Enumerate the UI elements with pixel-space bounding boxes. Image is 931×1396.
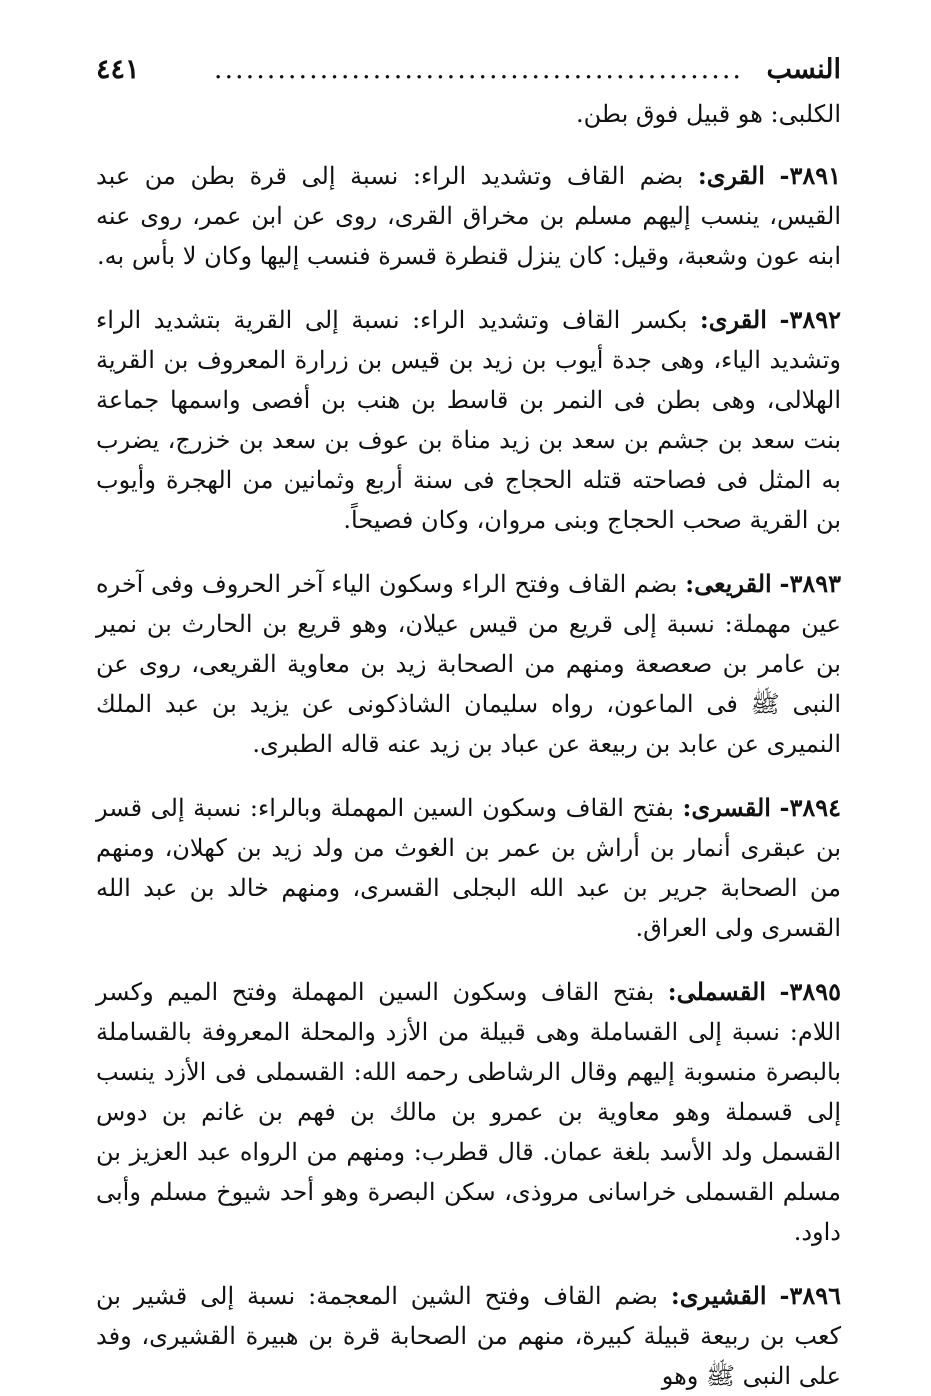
page-number: ٤٤١	[96, 54, 140, 85]
entry-headword: القشيرى:	[670, 1281, 767, 1310]
running-header-section-title: النسب	[766, 54, 841, 85]
entry-text: بضم القاف وفتح الراء وسكون الياء آخر الحروف وفى آخره عين مهملة: نسبة إلى قريع من قيس عيلان، وهو قريع بن الحارث بن نمير بن عامر بن صعصعة ومنهم من الصحابة زيد بن معاوية القريعى، روى عن النبى ﷺ فى الماعون، رواه سليمان الشاذكونى عن يزيد بن عبد الملك النميرى عن عابد بن ربيعة عن عباد بن زيد عنه قاله الطبرى.	[96, 570, 841, 758]
entry-3892	[96, 300, 841, 540]
entry-3896	[96, 1276, 841, 1396]
entry-headword: القريعى:	[685, 569, 772, 598]
entry-text: بفتح القاف وسكون السين المهملة وبالراء: نسبة إلى قسر بن عبقرى أنمار بن أراش بن عمر بن الغوث من ولد زيد بن كهلان، ومنهم من الصحابة جرير بن عبد الله البجلى القسرى، ومنهم خالد بن عبد الله القسرى ولى العراق.	[96, 794, 841, 942]
entry-number: ٣٨٩٢-	[779, 305, 841, 334]
entry-text: بضم القاف وفتح الشين المعجمة: نسبة إلى قشير بن كعب بن ربيعة قبيلة كبيرة، منهم من الصحابة قرة بن هبيرة القشيرى، وفد على النبى ﷺ وهو	[96, 1282, 841, 1390]
entry-headword: القسرى:	[682, 793, 771, 822]
entry-3891	[96, 156, 841, 276]
entry-text: بكسر القاف وتشديد الراء: نسبة إلى القرية بتشديد الراء وتشديد الياء، وهى جدة أيوب بن زيد بن قيس بن زرارة المعروف بن القرية الهلالى، وهى بطن فى النمر بن قاسط بن هنب بن أفصى واسمها جماعة بنت سعد بن جشم بن سعد بن زيد مناة بن عوف بن سعد بن خزرج، يضرب به المثل فى فصاحته قتله الحجاج فى سنة أربع وثمانين من الهجرة وأيوب بن القرية صحب الحجاج وبنى مروان، وكان فصيحاً.	[96, 306, 841, 534]
entry-3894	[96, 788, 841, 948]
entry-3895	[96, 972, 841, 1252]
entry-headword: القرى:	[699, 305, 767, 334]
document-page	[96, 50, 841, 1390]
entry-text: بفتح القاف وسكون السين المهملة وفتح الميم وكسر اللام: نسبة إلى القساملة وهى قبيلة من الأزد والمحلة المعروفة بالقساملة بالبصرة منسوبة إليهم وقال الرشاطى رحمه الله: القسملى فى الأزد ينسب إلى قسملة وهو معاوية بن عمرو بن مالك بن فهم بن غانم بن دوس القسمل ولد الأسد بلغة عمان. قال قطرب: ومنهم من الرواه عبد العزيز بن مسلم القسملى خراسانى مروذى، سكن البصرة وهو أحد شيوخ مسلم وأبى داود.	[96, 978, 841, 1246]
entry-text: بضم القاف وتشديد الراء: نسبة إلى قرة بطن من عبد القيس، ينسب إليهم مسلم بن مخراق القرى، روى عن ابن عمر، روى عنه ابنه عون وشعبة، وقيل: كان ينزل قنطرة قسرة فنسب إليها وكان لا بأس به.	[96, 162, 841, 270]
entry-number: ٣٨٩٦-	[779, 1281, 841, 1310]
entry-3893	[96, 564, 841, 764]
running-header-leader-dots: ..................................................	[213, 54, 743, 85]
entry-headword: القسملى:	[667, 977, 766, 1006]
continuation-paragraph: الكلبى: هو قبيل فوق بطن.	[576, 100, 841, 128]
entry-number: ٣٨٩١-	[779, 161, 841, 190]
running-header	[96, 50, 841, 90]
entry-number: ٣٨٩٣-	[779, 569, 841, 598]
entry-number: ٣٨٩٤-	[779, 793, 841, 822]
entry-number: ٣٨٩٥-	[779, 977, 841, 1006]
entry-headword: القرى:	[697, 161, 765, 190]
page-body	[96, 94, 841, 1396]
